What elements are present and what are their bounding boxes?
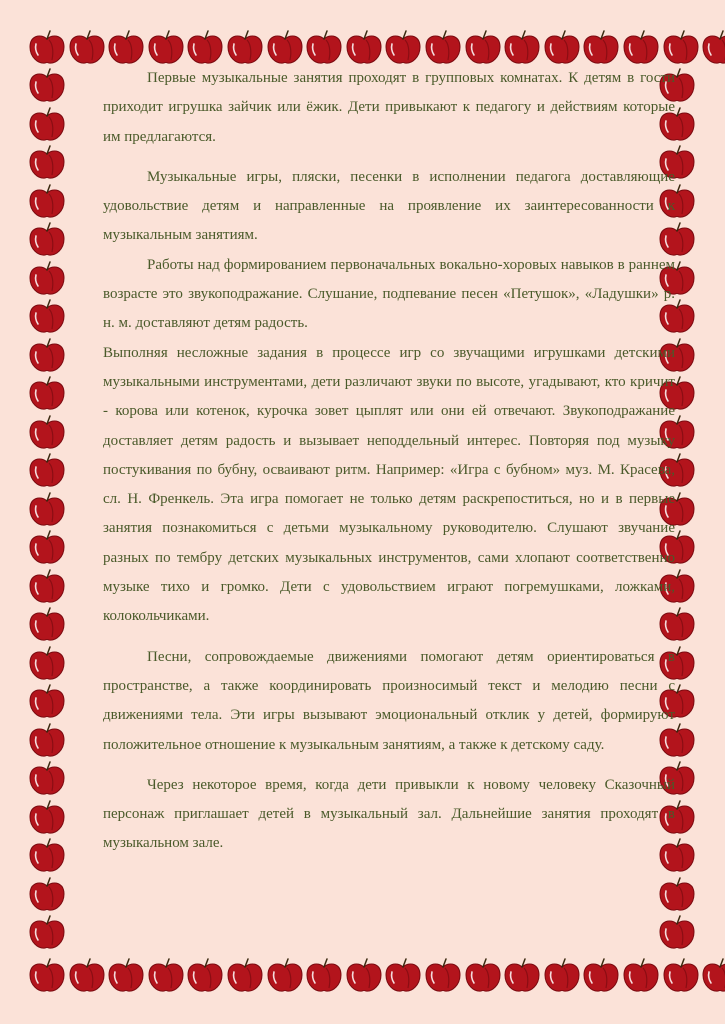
apple-icon xyxy=(28,107,66,143)
apple-icon xyxy=(28,723,66,759)
apple-icon xyxy=(503,30,541,66)
apple-icon xyxy=(662,30,700,66)
apple-icon xyxy=(424,958,462,994)
paragraph-1: Первые музыкальные занятия проходят в групповых комнатах. К детям в гости приходит игрушка зайчик или ёжик. Дети привыкают к педагогу и действиям которые им предлагаются. xyxy=(103,70,675,145)
apple-icon xyxy=(266,958,304,994)
apple-icon xyxy=(28,607,66,643)
apple-icon xyxy=(658,877,696,913)
apple-icon xyxy=(28,530,66,566)
apple-icon xyxy=(28,877,66,913)
apple-icon xyxy=(28,415,66,451)
apple-icon xyxy=(701,958,725,994)
apple-icon xyxy=(28,958,66,994)
apple-icon xyxy=(464,958,502,994)
apple-icon xyxy=(28,838,66,874)
apple-icon xyxy=(147,30,185,66)
paragraph-2: Музыкальные игры, пляски, песенки в исполнении педагога доставляющие удовольствие детям и направленные на проявление их заинтересованности к музыкальным занятиям. xyxy=(103,168,675,244)
apple-icon xyxy=(147,958,185,994)
apple-icon xyxy=(226,30,264,66)
apple-icon xyxy=(384,958,422,994)
paragraph-4: Выполняя несложные задания в процессе игр со звучащими игрушками детскими музыкальными инструментами, дети различают звуки по высоте, угадывают, кто кричит - корова или котенок, курочка зовет цыплят или они ей отвечают. Звукоподражание доставляет детям радость и вызывает неподдельный интерес. Повторяя под музыку постукивания по бубну, осваивают ритм. Например: «Игра с бубном» муз. М. Красева, сл. Н. Френкель. Эта игра помогает не только детям раскрепоститься, но и в первые занятия познакомиться с детьми музыкальному руководителю. Слушают звучание разных по тембру детских музыкальных инструментов, сами хлопают соответственно музыке тихо и громко. Дети с удовольствием играют погремушками, ложками, колокольчиками. xyxy=(103,344,675,625)
document-body xyxy=(103,64,675,859)
apple-icon xyxy=(662,958,700,994)
apple-icon xyxy=(28,30,66,66)
apple-icon xyxy=(28,915,66,951)
apple-icon xyxy=(543,30,581,66)
apple-icon xyxy=(107,30,145,66)
apple-icon xyxy=(28,492,66,528)
apple-icon xyxy=(68,30,106,66)
apple-icon xyxy=(658,915,696,951)
apple-icon xyxy=(226,958,264,994)
apple-icon xyxy=(305,30,343,66)
apple-icon xyxy=(582,30,620,66)
apple-icon xyxy=(345,958,383,994)
apple-icon xyxy=(28,184,66,220)
apple-icon xyxy=(28,453,66,489)
apple-icon xyxy=(28,261,66,297)
apple-icon xyxy=(424,30,462,66)
paragraph-5: Песни, сопровождаемые движениями помогают детям ориентироваться в пространстве, а также координировать произносимый текст и мелодию песни с движениями тела. Эти игры вызывают эмоциональный отклик у детей, формируют положительное отношение к музыкальным занятиям, а также к детскому саду. xyxy=(103,648,675,753)
paragraph-6: Через некоторое время, когда дети привыкли к новому человеку Сказочный персонаж приглашает детей в музыкальный зал. Дальнейшие занятия проходят в музыкальном зале. xyxy=(103,776,675,852)
apple-icon xyxy=(28,338,66,374)
apple-icon xyxy=(28,376,66,412)
apple-icon xyxy=(68,958,106,994)
apple-icon xyxy=(28,684,66,720)
apple-icon xyxy=(28,761,66,797)
apple-icon xyxy=(28,68,66,104)
apple-icon xyxy=(582,958,620,994)
apple-icon xyxy=(28,569,66,605)
apple-icon xyxy=(28,800,66,836)
apple-icon xyxy=(107,958,145,994)
apple-icon xyxy=(543,958,581,994)
apple-icon xyxy=(345,30,383,66)
apple-icon xyxy=(622,958,660,994)
apple-icon xyxy=(266,30,304,66)
apple-icon xyxy=(28,299,66,335)
apple-icon xyxy=(503,958,541,994)
apple-icon xyxy=(28,222,66,258)
apple-icon xyxy=(384,30,422,66)
apple-icon xyxy=(622,30,660,66)
apple-icon xyxy=(464,30,502,66)
apple-icon xyxy=(28,145,66,181)
apple-icon xyxy=(28,646,66,682)
apple-icon xyxy=(701,30,725,66)
apple-icon xyxy=(186,958,224,994)
apple-icon xyxy=(305,958,343,994)
apple-icon xyxy=(186,30,224,66)
paragraph-3: Работы над формированием первоначальных вокально-хоровых навыков в раннем возрасте это звукоподражание. Слушание, подпевание песен «Петушок», «Ладушки» р. н. м. доставляют детям радость. xyxy=(103,256,675,332)
